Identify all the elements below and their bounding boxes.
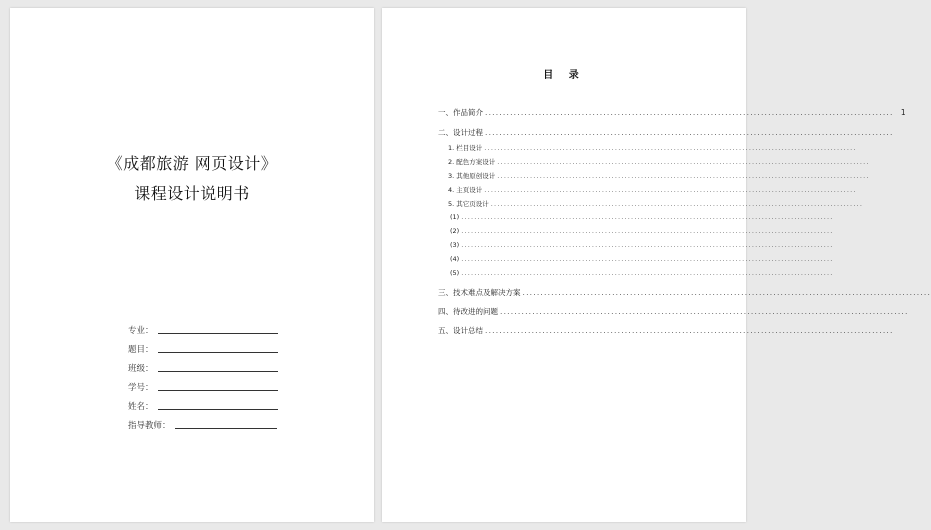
cover-title: 《成都旅游 网页设计》	[106, 154, 278, 173]
toc-entry[interactable]: 5. 其它页设计 ..................................................................................................................	[448, 200, 864, 208]
field-label: 班级：	[128, 364, 154, 374]
toc-heading: 目 录	[543, 70, 585, 81]
form-row-major	[128, 322, 278, 336]
field-label: 学号：	[128, 383, 154, 393]
toc-entry[interactable]: 二、设计过程 ..................................................................................................................	[438, 128, 894, 137]
blank-line-advisor	[175, 427, 277, 429]
form-row-topic	[128, 341, 278, 355]
toc-entry[interactable]: 一、作品简介 .................................................................................................................. 1	[438, 108, 906, 117]
toc-entry[interactable]: 4. 主页设计 ..................................................................................................................	[448, 186, 857, 194]
toc-entry[interactable]: (2) ..................................................................................................................	[450, 227, 834, 235]
blank-line-name	[158, 408, 278, 410]
field-label: 题目：	[128, 345, 154, 355]
form-row-name	[128, 398, 278, 412]
toc-entry[interactable]: 四、待改进的问题 ..................................................................................................................	[438, 307, 909, 316]
blank-line-student-id	[158, 389, 278, 391]
toc-entry[interactable]: (3) ..................................................................................................................	[450, 241, 834, 249]
toc-entry[interactable]: 1. 栏目设计 ..................................................................................................................	[448, 144, 857, 152]
blank-line-major	[158, 332, 278, 334]
toc-page	[382, 8, 931, 522]
toc-entry[interactable]: (4) ..................................................................................................................	[450, 255, 834, 263]
field-label: 专业：	[128, 326, 154, 336]
blank-line-topic	[158, 351, 278, 353]
toc-entry[interactable]: 2. 配色方案设计 ..................................................................................................................	[448, 158, 870, 166]
form-row-class	[128, 360, 278, 374]
toc-entry[interactable]: 三、技术难点及解决方案 ..................................................................................................................	[438, 288, 931, 297]
cover-page	[10, 8, 374, 522]
toc-entry[interactable]: (1) ..................................................................................................................	[450, 213, 834, 221]
field-label: 姓名：	[128, 402, 154, 412]
toc-entry[interactable]: 3. 其他原创设计 ..................................................................................................................	[448, 172, 870, 180]
form-row-student-id	[128, 379, 278, 393]
form-row-advisor	[128, 417, 277, 431]
toc-entry[interactable]: 五、设计总结 ..................................................................................................................	[438, 326, 894, 335]
cover-subtitle: 课程设计说明书	[134, 184, 250, 203]
field-label: 指导教师：	[128, 421, 171, 431]
blank-line-class	[158, 370, 278, 372]
toc-entry[interactable]: (5) ..................................................................................................................	[450, 269, 834, 277]
